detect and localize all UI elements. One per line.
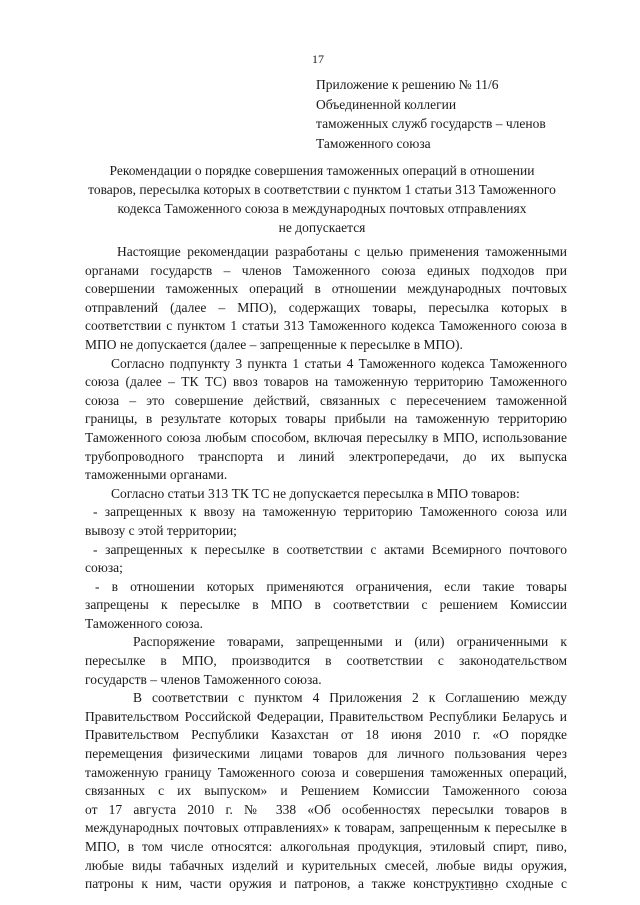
body-line: Таможенного союза. — [85, 615, 204, 631]
title-line: не допускается — [278, 220, 366, 235]
annex-line: таможенных служб государств – членов — [316, 116, 546, 131]
footer-rule — [451, 889, 493, 890]
annex-line: Таможенного союза — [316, 135, 431, 151]
body-line: отправлений (далее – МПО), содержащих товары, пересылка которых в — [85, 299, 567, 315]
body-line: - в отношении которых применяются ограничения, если такие товары — [95, 578, 567, 594]
body-line: союза – это совершение действий, связанных с пересечением таможенной — [85, 392, 567, 408]
body-line: от 17 августа 2010 г. № 338 «Об особенностях пересылки товаров в — [85, 801, 567, 817]
title-line: кодекса Таможенного союза в международных почтовых отправлениях — [117, 201, 527, 216]
document-body — [85, 243, 567, 894]
body-line: пересылке в МПО, производится в соответствии с законодательством — [85, 653, 567, 669]
body-line: союза (далее – ТК ТС) ввоз товаров на таможенную территорию Таможенного — [85, 374, 567, 390]
body-line: связанных с их выпуском» и Решением Комиссии Таможенного союза — [85, 783, 567, 799]
annex-header — [316, 75, 546, 153]
title-line: Рекомендации о порядке совершения таможенных операций в отношении — [109, 163, 535, 178]
page-number: 17 — [312, 52, 324, 66]
title-line: товаров, пересылка которых в соответствии с пунктом 1 статьи 313 Таможенного — [88, 182, 556, 197]
body-line: - запрещенных к ввозу на таможенную территорию Таможенного союза или — [93, 504, 567, 520]
body-line: международных почтовых отправлениях» к товарам, запрещенным к пересылке в — [85, 820, 567, 836]
body-line: таможенную границу Таможенного союза и совершения таможенных операций, — [85, 764, 567, 780]
body-line: любые виды табачных изделий и курительных смесей, любые виды оружия, — [85, 857, 567, 873]
body-line: Распоряжение товарами, запрещенными и (или) ограниченными к — [133, 634, 567, 650]
body-line: Таможенного союза любым способом, включая пересылку в МПО, использование — [85, 429, 567, 445]
body-line: Согласно подпункту 3 пункта 1 статьи 4 Таможенного кодекса Таможенного — [111, 355, 567, 371]
document-title — [84, 161, 560, 237]
body-line: вывозу с этой территории; — [85, 522, 237, 538]
body-line: МПО, в том числе относятся: алкогольная продукция, этиловый спирт, пиво, — [85, 839, 567, 854]
body-line: Правительством Российской Федерации, Правительством Республики Беларусь и — [85, 708, 567, 724]
body-line: государств – членов Таможенного союза. — [85, 671, 322, 687]
body-line: В соответствии с пунктом 4 Приложения 2 к Соглашению между — [133, 690, 567, 706]
annex-line: Объединенной коллегии — [316, 96, 457, 112]
body-line: соответствии с пунктом 1 статьи 313 Таможенного кодекса Таможенного союза в — [85, 318, 567, 334]
body-line: трубопроводного транспорта и линий электропередачи, до их выпуска — [85, 448, 567, 464]
body-line: совершении таможенных операций в отношении международных почтовых — [85, 281, 567, 297]
body-line: запрещены к пересылке в МПО в соответствии с решением Комиссии — [85, 597, 567, 613]
body-line: Согласно статьи 313 ТК ТС не допускается пересылка в МПО товаров: — [111, 485, 520, 501]
body-line: - запрещенных к пересылке в соответствии с актами Всемирного почтового — [93, 541, 567, 557]
body-line: перемещения физическими лицами товаров для личного пользования через — [85, 746, 567, 762]
body-line: МПО не допускается (далее – запрещенные к пересылке в МПО). — [85, 336, 463, 352]
body-line: органами государств – членов Таможенного союза единых подходов при — [85, 262, 567, 278]
body-line: Настоящие рекомендации разработаны с целью применения таможенными — [117, 244, 567, 259]
annex-line: Приложение к решению № 11/6 — [316, 77, 499, 92]
body-line: союза; — [85, 560, 123, 576]
body-line: таможенными органами. — [85, 467, 228, 483]
body-line: Правительством Республики Казахстан от 18 июня 2010 г. «О порядке — [85, 727, 567, 743]
body-line: патроны к ним, части оружия и патронов, а также конструктивно сходные с — [85, 876, 567, 892]
body-line: границы, в результате которых товары прибыли на таможенную территорию — [85, 411, 567, 427]
